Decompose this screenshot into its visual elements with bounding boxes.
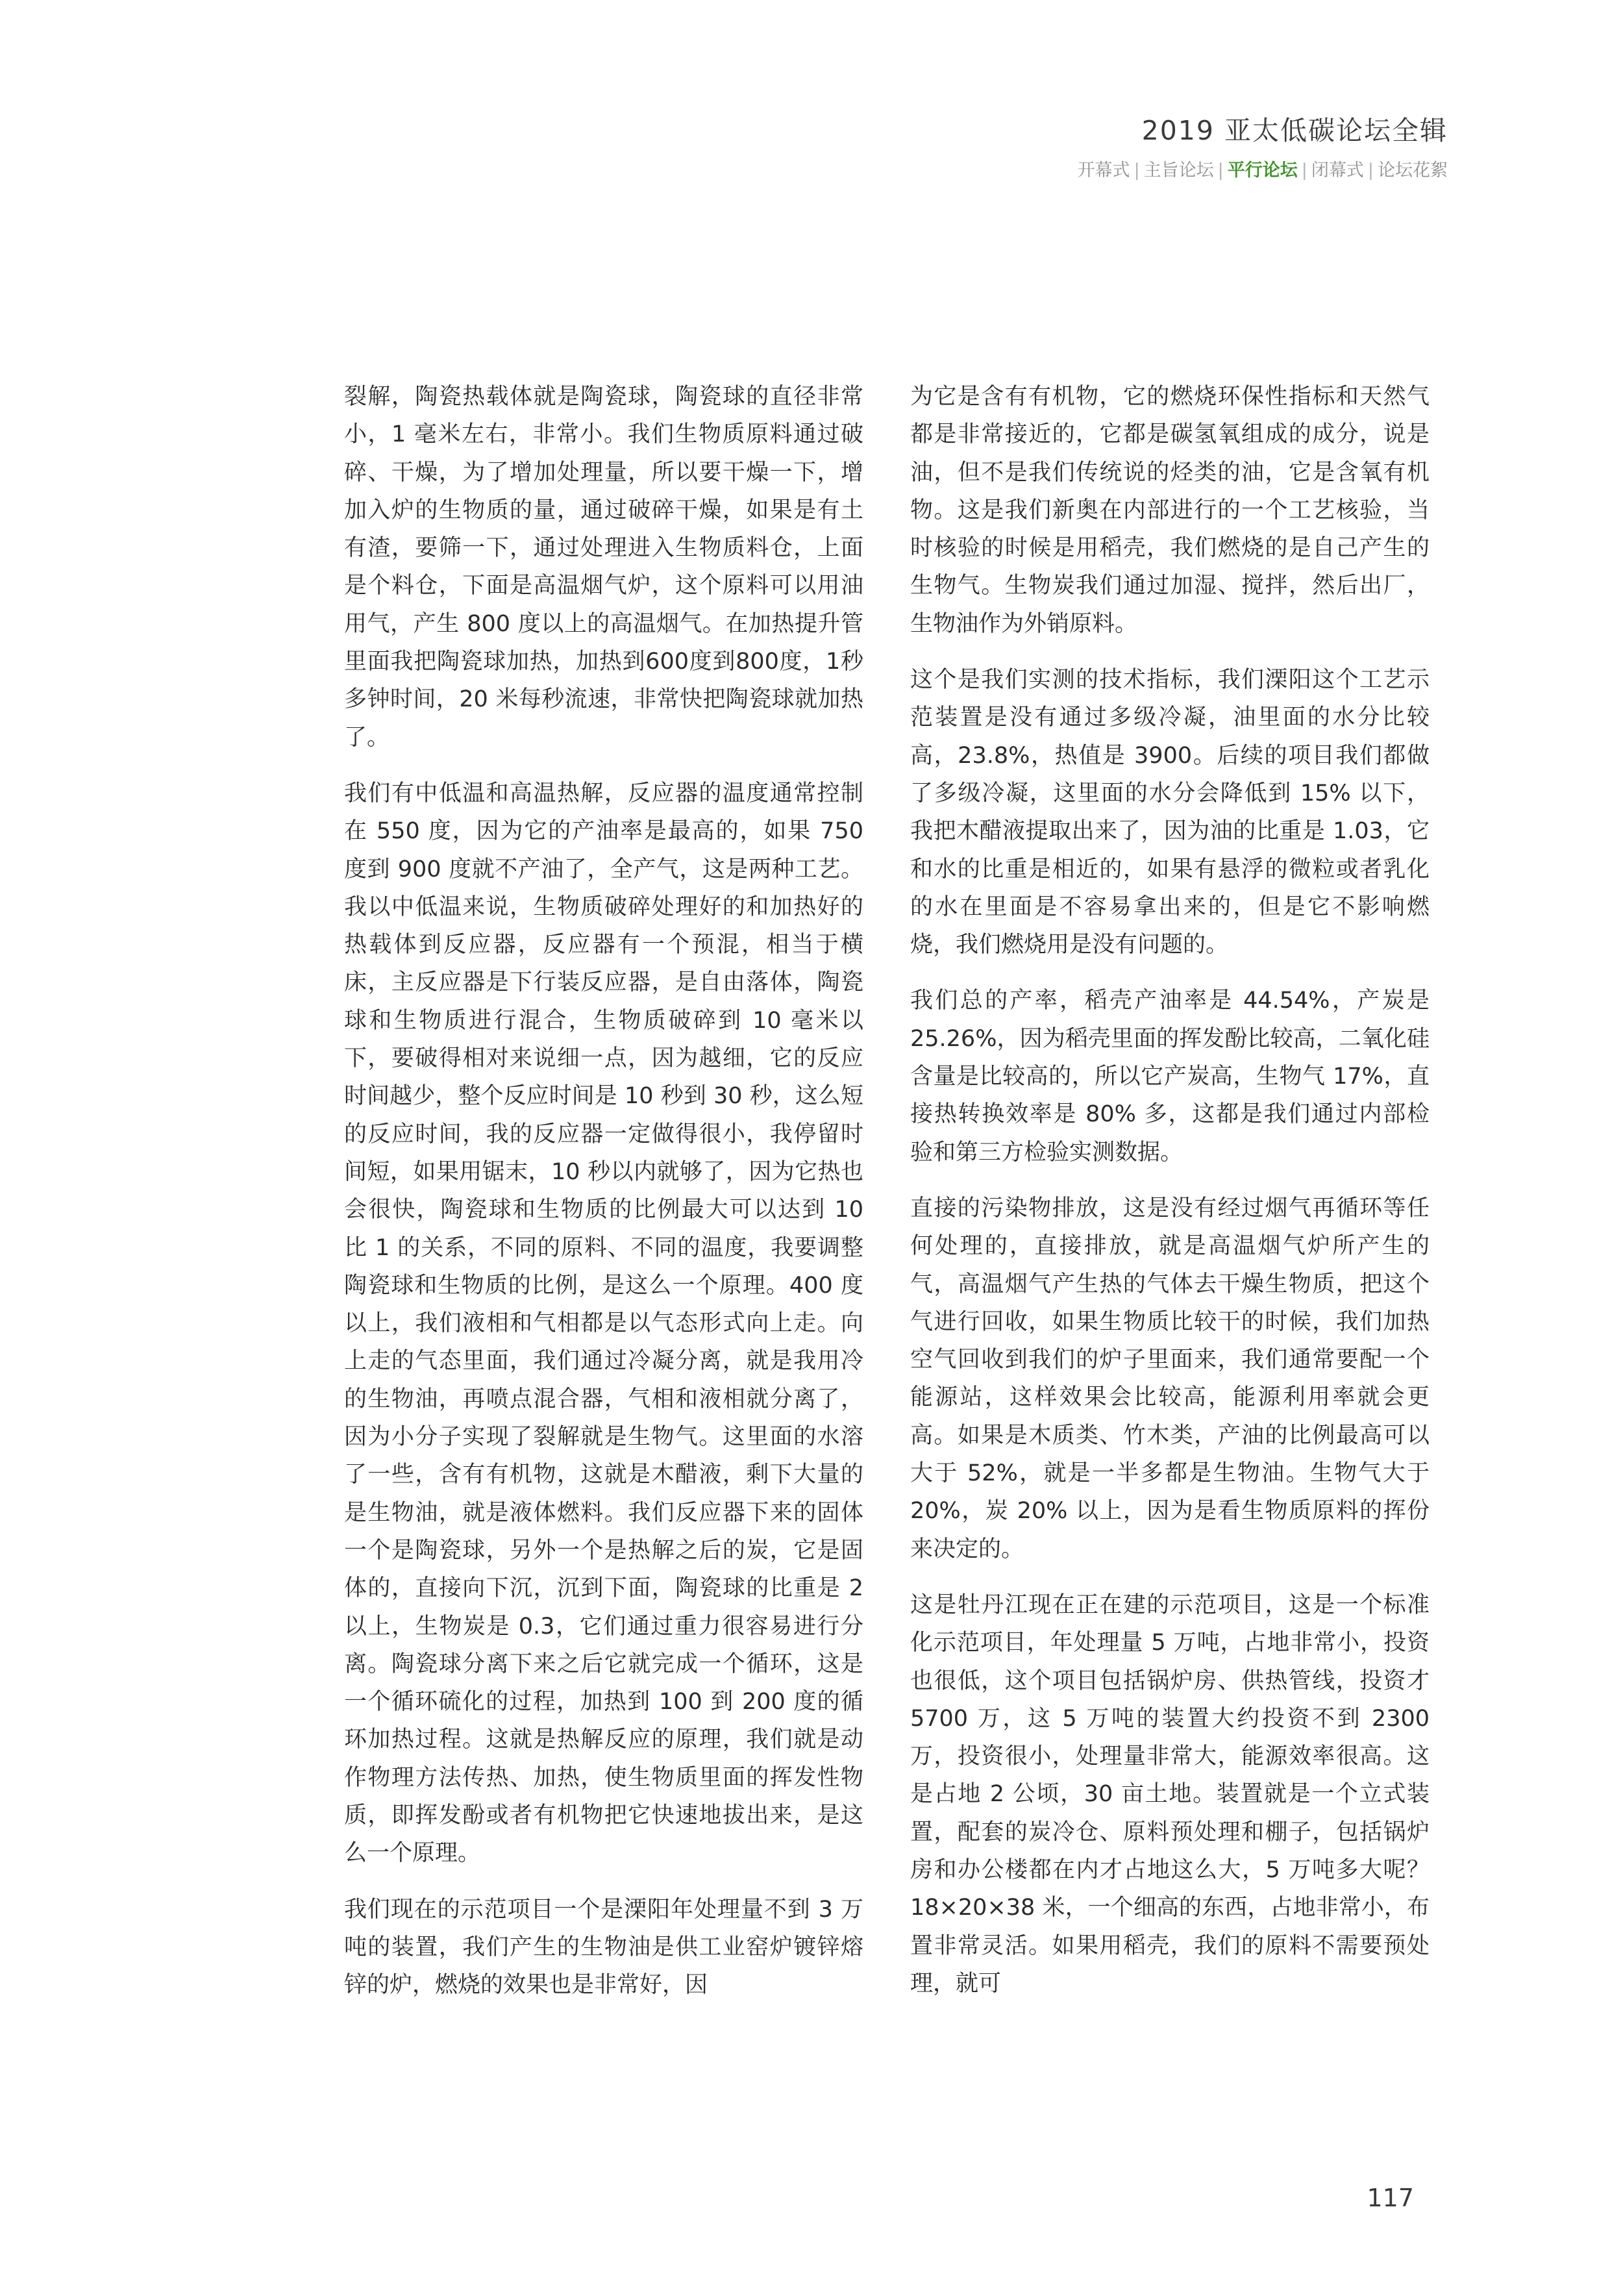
nav-item-opening[interactable]: 开幕式 <box>1077 160 1130 181</box>
left-text-column <box>344 378 863 2022</box>
nav-separator: | <box>1217 160 1224 181</box>
section-nav <box>1078 156 1448 181</box>
nav-separator: | <box>1134 160 1140 181</box>
nav-item-closing[interactable]: 闭幕式 <box>1311 160 1364 181</box>
paragraph: 这个是我们实测的技术指标，我们溧阳这个工艺示范装置是没有通过多级冷凝，油里面的水分比较高，23.8%，热值是 3900。后续的项目我们都做了多级冷凝，这里面的水分会降低到 15% 以下，我把木醋液提取出来了，因为油的比重是 1.03，它和水的比重是相近的，如果有悬浮的微粒或者乳化的水在里面是不容易拿出来的，但是它不影响燃烧，我们燃烧用是没有问题的。 <box>910 667 1430 958</box>
paragraph: 这是牡丹江现在正在建的示范项目，这是一个标准化示范项目，年处理量 5 万吨，占地非常小，投资也很低，这个项目包括锅炉房、供热管线，投资才 5700 万，这 5 万吨的装置大约投资不到 2300 万，投资很小，处理量非常大，能源效率很高。这是占地 2 公顷，30 亩土地。装置就是一个立式装置，配套的炭冷仓、原料预处理和棚子，包括锅炉房和办公楼都在内才占地这么大，5 万吨多大呢？ 18×20×38 米，一个细高的东西，占地非常小，布置非常灵活。如果用稻壳，我们的原料不需要预处理，就可 <box>910 1591 1430 1997</box>
paragraph: 直接的污染物排放，这是没有经过烟气再循环等任何处理的，直接排放，就是高温烟气炉所产生的气，高温烟气产生热的气体去干燥生物质，把这个气进行回收，如果生物质比较干的时候，我们加热空气回收到我们的炉子里面来，我们通常要配一个能源站，这样效果会比较高，能源利用率就会更高。如果是木质类、竹木类，产油的比例最高可以大于 52%，就是一半多都是生物油。生物气大于 20%，炭 20% 以上，因为是看生物质原料的挥份来决定的。 <box>910 1195 1430 1562</box>
paragraph: 我们总的产率，稻壳产油率是 44.54%，产炭是 25.26%，因为稻壳里面的挥发酚比较高，二氧化硅含量是比较高的，所以它产炭高，生物气 17%，直接热转换效率是 80% 多，这都是我们通过内部检验和第三方检验实测数据。 <box>910 988 1430 1166</box>
paragraph: 为它是含有有机物，它的燃烧环保性指标和天然气都是非常接近的，它都是碳氢氧组成的成分，说是油，但不是我们传统说的烃类的油，它是含氧有机物。这是我们新奥在内部进行的一个工艺核验，当时核验的时候是用稻壳，我们燃烧的是自己产生的生物气。生物炭我们通过加湿、搅拌，然后出厂，生物油作为外销原料。 <box>910 384 1430 637</box>
paragraph: 裂解，陶瓷热载体就是陶瓷球，陶瓷球的直径非常小，1 毫米左右，非常小。我们生物质原料通过破碎、干燥，为了增加处理量，所以要干燥一下，增加入炉的生物质的量，通过破碎干燥，如果是有土有渣，要筛一下，通过处理进入生物质料仓，上面是个料仓，下面是高温烟气炉，这个原料可以用油用气，产生 800 度以上的高温烟气。在加热提升管里面我把陶瓷球加热，加热到600度到800度，1秒多钟时间，20 米每秒流速，非常快把陶瓷球就加热了。 <box>344 384 863 751</box>
right-text-column <box>910 378 1430 2021</box>
nav-item-keynote[interactable]: 主旨论坛 <box>1143 160 1214 181</box>
paragraph: 我们现在的示范项目一个是溧阳年处理量不到 3 万吨的装置，我们产生的生物油是供工业窑炉镀锌熔锌的炉，燃烧的效果也是非常好，因 <box>344 1896 863 1999</box>
nav-item-parallel-forum[interactable]: 平行论坛 <box>1227 160 1298 181</box>
publication-title: 2019 亚太低碳论坛全辑 <box>1141 115 1448 146</box>
paragraph: 我们有中低温和高温热解，反应器的温度通常控制在 550 度，因为它的产油率是最高的，如果 750 度到 900 度就不产油了，全产气，这是两种工艺。我以中低温来说，生物质破碎处理好的和加热好的热载体到反应器，反应器有一个预混，相当于横床，主反应器是下行装反应器，是自由落体，陶瓷球和生物质进行混合，生物质破碎到 10 毫米以下，要破得相对来说细一点，因为越细，它的反应时间越少，整个反应时间是 10 秒到 30 秒，这么短的反应时间，我的反应器一定做得很小，我停留时间短，如果用锯末，10 秒以内就够了，因为它热也会很快，陶瓷球和生物质的比例最大可以达到 10 比 1 的关系，不同的原料、不同的温度，我要调整陶瓷球和生物质的比例，是这么一个原理。400 度以上，我们液相和气相都是以气态形式向上走。向上走的气态里面，我们通过冷凝分离，就是我用冷的生物油，再喷点混合器，气相和液相就分离了，因为小分子实现了裂解就是生物气。这里面的水溶了一些，含有有机物，这就是木醋液，剩下大量的是生物油，就是液体燃料。我们反应器下来的固体一个是陶瓷球，另外一个是热解之后的炭，它是固体的，直接向下沉，沉到下面，陶瓷球的比重是 2 以上，生物炭是 0.3，它们通过重力很容易进行分离。陶瓷球分离下来之后它就完成一个循环，这是一个循环硫化的过程，加热到 100 到 200 度的循环加热过程。这就是热解反应的原理，我们就是动作物理方法传热、加热，使生物质里面的挥发性物质，即挥发酚或者有机物把它快速地拔出来，是这么一个原理。 <box>344 780 863 1867</box>
nav-item-highlights[interactable]: 论坛花絮 <box>1378 160 1448 181</box>
nav-separator: | <box>1367 160 1374 181</box>
nav-separator: | <box>1301 160 1307 181</box>
page-number: 117 <box>1367 2184 1414 2212</box>
